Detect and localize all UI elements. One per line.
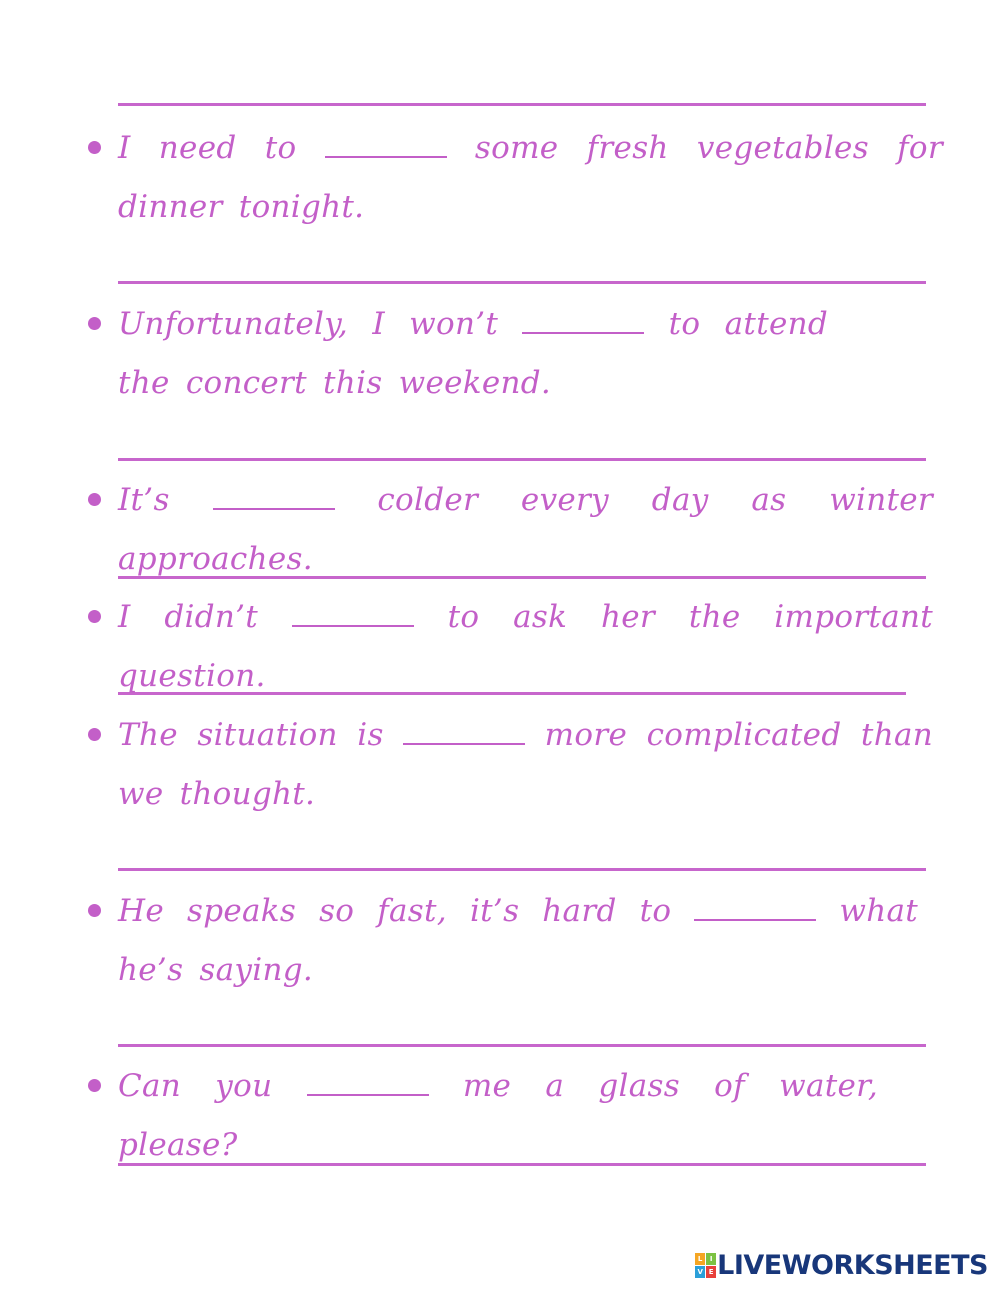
sentence-text (118, 1057, 878, 1175)
sentence-before: Can you (118, 1068, 273, 1104)
answer-line[interactable] (118, 281, 926, 284)
blank-field[interactable] (403, 717, 525, 745)
sentence-after: more complicated than we thought. (118, 717, 934, 812)
sentence-before: It’s (118, 482, 170, 518)
blank-field[interactable] (522, 306, 644, 334)
sentence-text (118, 295, 828, 413)
answer-line[interactable] (118, 103, 926, 106)
sentence-item (88, 295, 828, 413)
bullet-icon (88, 317, 101, 330)
liveworksheets-logo (695, 1250, 988, 1280)
logo-icon-letter: V (695, 1266, 705, 1278)
bullet-icon (88, 1079, 101, 1092)
sentence-item (88, 588, 933, 706)
sentence-before: The situation is (118, 717, 384, 753)
bullet-icon (88, 141, 101, 154)
answer-line[interactable] (118, 458, 926, 461)
sentence-before: He speaks so fast, it’s hard to (118, 893, 672, 929)
sentence-text (118, 471, 933, 589)
sentence-after: some fresh vegetables for dinner tonight. (118, 130, 943, 225)
bullet-icon (88, 728, 101, 741)
sentence-after: what he’s saying. (118, 893, 918, 988)
logo-icon-letter: I (706, 1253, 716, 1265)
blank-field[interactable] (325, 130, 447, 158)
sentence-after: to ask her the important question. (118, 599, 933, 694)
liveworksheets-logo-icon (695, 1253, 715, 1277)
logo-icon-letter: E (706, 1266, 716, 1278)
bullet-icon (88, 610, 101, 623)
blank-field[interactable] (694, 893, 816, 921)
sentence-item (88, 882, 918, 1000)
bullet-icon (88, 904, 101, 917)
sentence-before: I didn’t (118, 599, 259, 635)
blank-field[interactable] (307, 1068, 429, 1096)
sentence-before: Unfortunately, I won’t (118, 306, 499, 342)
sentence-text (118, 706, 933, 824)
logo-text: LIVEWORKSHEETS (717, 1249, 988, 1281)
sentence-after: me a glass of water, please? (118, 1068, 879, 1163)
sentence-item (88, 119, 943, 237)
sentence-after: colder every day as winter approaches. (118, 482, 934, 577)
sentence-item (88, 1057, 878, 1175)
answer-line[interactable] (118, 868, 926, 871)
sentence-text (118, 882, 918, 1000)
sentence-item (88, 706, 933, 824)
sentence-after: to attend the concert this weekend. (118, 306, 829, 401)
blank-field[interactable] (292, 599, 414, 627)
answer-line[interactable] (118, 1044, 926, 1047)
logo-icon-letter: L (695, 1253, 705, 1265)
sentence-text (118, 588, 933, 706)
bullet-icon (88, 493, 101, 506)
sentence-item (88, 471, 933, 589)
blank-field[interactable] (213, 482, 335, 510)
sentence-before: I need to (118, 130, 297, 166)
sentence-text (118, 119, 943, 237)
